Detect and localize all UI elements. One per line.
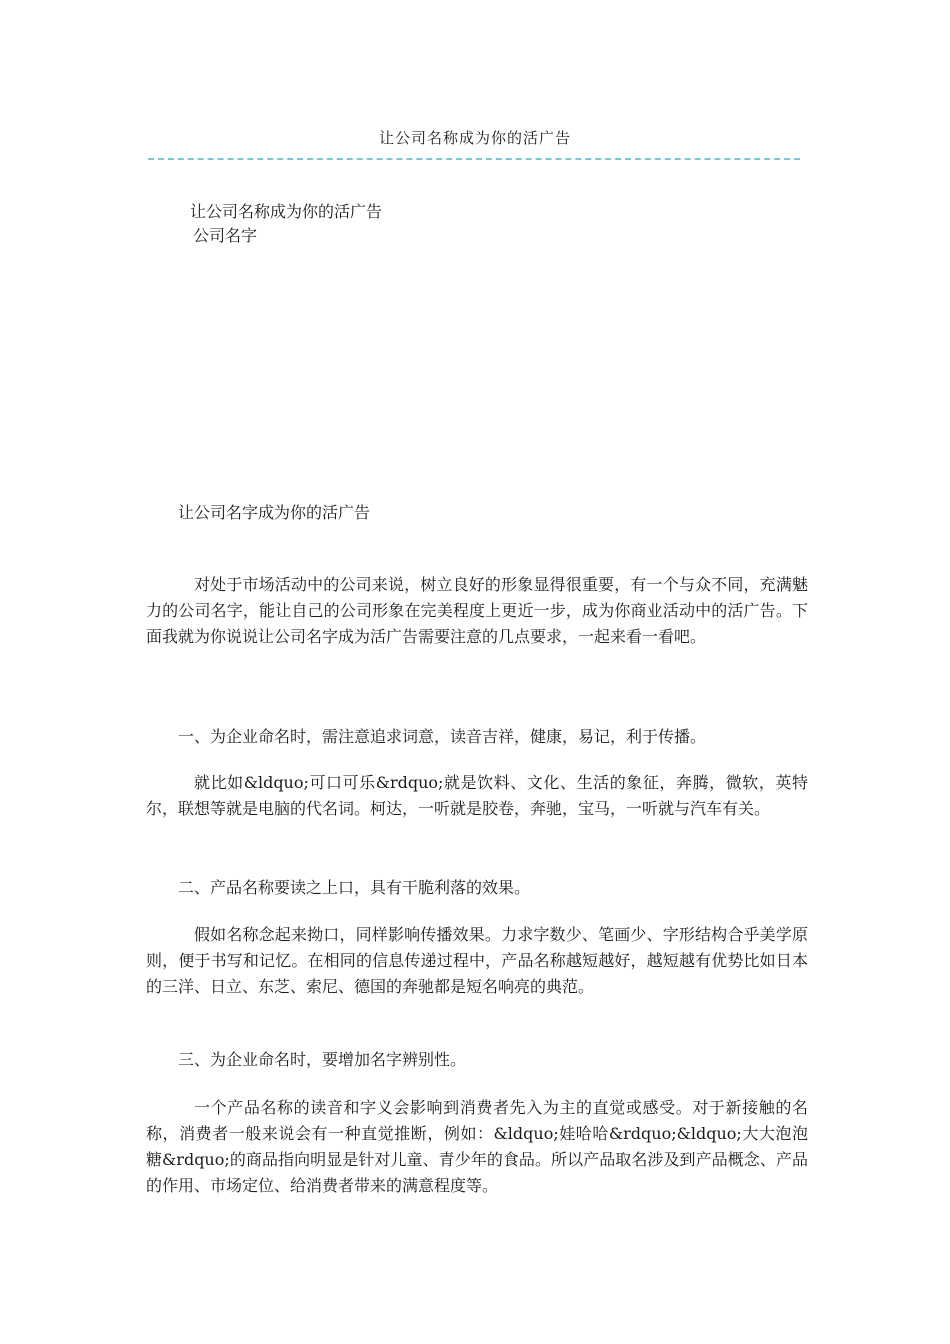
section-2-body: 假如名称念起来拗口，同样影响传播效果。力求字数少、笔画少、字形结构合乎美学原则，便于书写和记忆。在相同的信息传递过程中，产品名称越短越好，越短越有优势比如日本的三洋、日立、东芝、索尼、德国的奔驰都是短名响亮的典范。: [146, 925, 808, 996]
header-line-title: 让公司名称成为你的活广告: [190, 202, 383, 221]
title-divider: [148, 158, 800, 160]
header-line-keyword: 公司名字: [193, 226, 258, 245]
section-2-heading: 二、产品名称要读之上口，具有干脆利落的效果。: [178, 878, 531, 897]
page-title: 让公司名称成为你的活广告: [378, 129, 571, 147]
section-1-body: 就比如&ldquo;可口可乐&rdquo;就是饮料、文化、生活的象征，奔腾，微软，英特尔，联想等就是电脑的代名词。柯达，一听就是胶卷，奔驰，宝马，一听就与汽车有关。: [146, 773, 808, 818]
section-1-heading: 一、为企业命名时，需注意追求词意，读音吉祥，健康，易记，利于传播。: [178, 727, 707, 746]
document-header: [190, 200, 382, 248]
intro-paragraph: 对处于市场活动中的公司来说，树立良好的形象显得很重要，有一个与众不同，充满魅力的公司名字，能让自己的公司形象在完美程度上更近一步，成为你商业活动中的活广告。下面我就为你说说让公司名字成为活广告需要注意的几点要求，一起来看一看吧。: [146, 575, 808, 646]
section-3-body: 一个产品名称的读音和字义会影响到消费者先入为主的直觉或感受。对于新接触的名称，消费者一般来说会有一种直觉推断，例如：&ldquo;娃哈哈&rdquo;&ldquo;大大泡泡糖&rdquo;的商品指向明显是针对儿童、青少年的食品。所以产品取名涉及到产品概念、产品的作用、市场定位、给消费者带来的满意程度等。: [146, 1098, 808, 1195]
section-3-heading: 三、为企业命名时，要增加名字辨别性。: [178, 1050, 467, 1069]
article-subtitle: 让公司名字成为你的活广告: [178, 503, 371, 522]
